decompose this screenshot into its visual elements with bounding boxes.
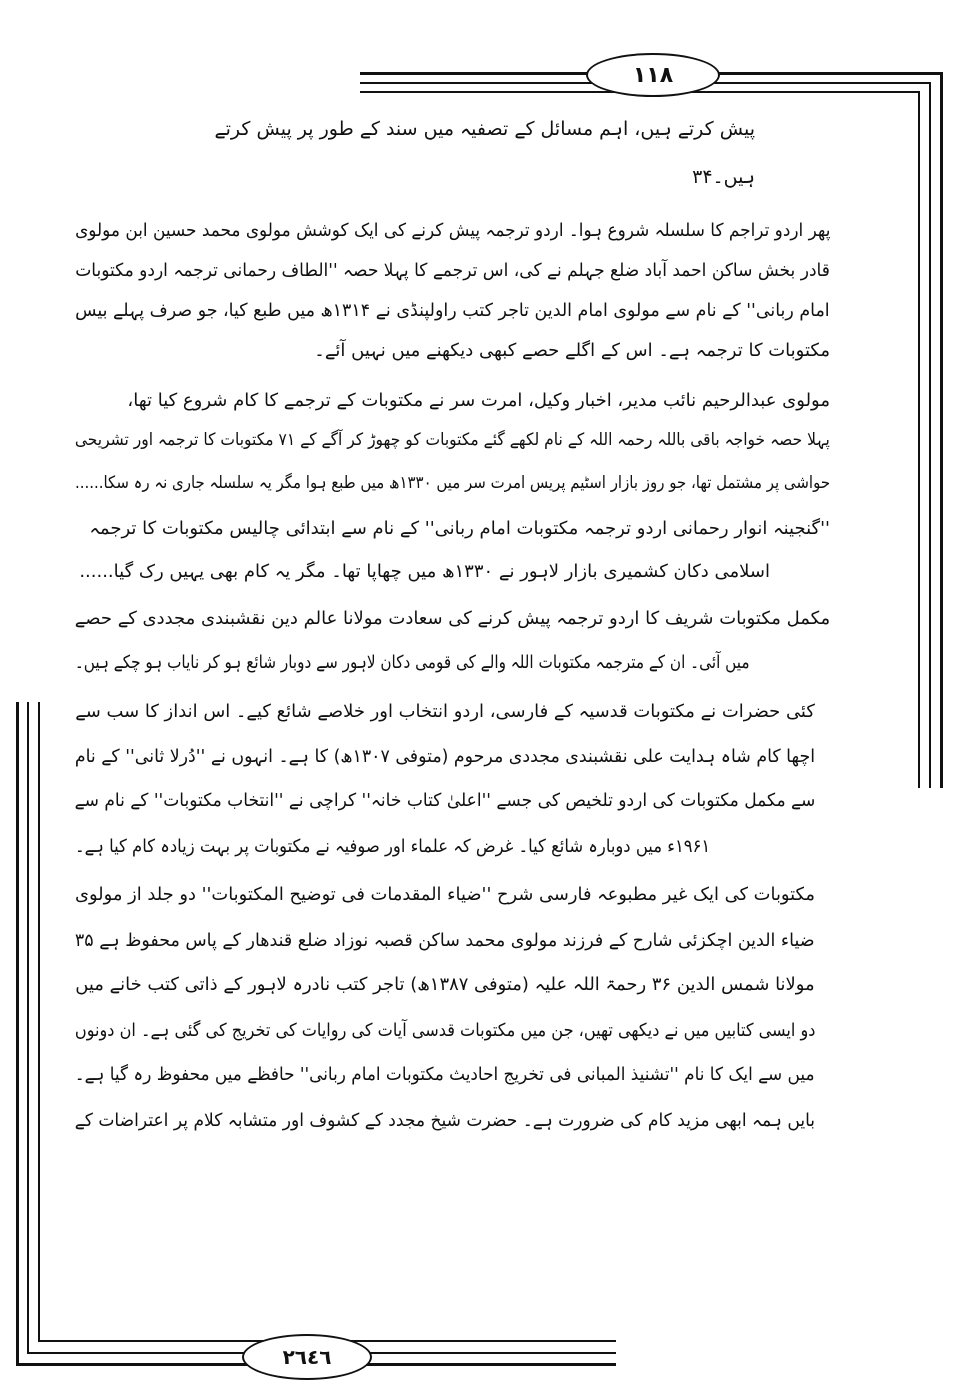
- text-line: اسلامی دکان کشمیری بازار لاہور نے ۱۳۳۰ھ میں چھاپا تھا۔ مگر یہ کام بھی یہیں رک گیا......: [79, 561, 770, 582]
- text-line: ۱۹۶۱ء میں دوبارہ شائع کیا۔ غرض کہ علماء اور صوفیہ نے مکتوبات پر بہت زیادہ کام کیا ہے۔: [74, 836, 710, 857]
- text-line: مکمل مکتوبات شریف کا اردو ترجمہ پیش کرنے کی سعادت مولانا عالم دین نقشبندی مجددی کے حصے: [74, 608, 830, 629]
- text-line: امام ربانی'' کے نام سے مولوی امام الدین تاجر کتب راولپنڈی نے ۱۳۱۴ھ میں طبع کیا، جو صرف پہلے بیس: [75, 300, 830, 321]
- text-line: مولانا شمس الدین ۳۶ رحمۃ اللہ علیہ (متوفی ۱۳۸۷ھ) تاجر کتب نادرہ لاہور کے ذاتی کتب خانے میں: [75, 974, 815, 995]
- text-line: میں سے ایک کا نام ''تشنیذ المبانی فی تخریج احادیث مکتوبات امام ربانی'' حافظے میں محفوظ رہ گیا ہے۔: [75, 1064, 815, 1085]
- text-line: بایں ہمہ ابھی مزید کام کی ضرورت ہے۔ حضرت شیخ مجدد کے کشوف اور متشابہ کلام پر اعتراضات کے: [74, 1110, 815, 1131]
- text-line: دو ایسی کتابیں میں نے دیکھی تھیں، جن میں مکتوبات قدسی آیات کی روایات کی تخریج کی گئی ہے۔ ان دونوں: [74, 1020, 815, 1041]
- page-number-top: ١١٨: [586, 53, 720, 97]
- text-line: قادر بخش ساکن احمد آباد ضلع جہلم نے کی، اس ترجمے کا پہلا حصہ ''الطاف رحمانی ترجمہ اردو مکتوبات: [75, 260, 830, 281]
- text-line: مولوی عبدالرحیم نائب مدیر، اخبار وکیل، امرت سر نے مکتوبات کے ترجمے کا کام شروع کیا تھا،: [127, 390, 830, 411]
- text-line: مکتوبات کی ایک غیر مطبوعہ فارسی شرح ''ضیاء المقدمات فی توضیح المکتوبات'' دو جلد از مولوی: [75, 884, 815, 905]
- text-line: حواشی پر مشتمل تھا، جو روز بازار اسٹیم پریس امرت سر میں ۱۳۳۰ھ میں طبع ہوا مگر یہ سلسلہ جاری نہ رہ سکا......: [74, 473, 830, 493]
- text-line: پھر اردو تراجم کا سلسلہ شروع ہوا۔ اردو ترجمہ پیش کرنے کی ایک کوشش مولوی محمد حسین ابن مولوی: [74, 220, 830, 241]
- text-line: اچھا کام شاہ ہدایت علی نقشبندی مجددی مرحوم (متوفی ۱۳۰۷ھ) کا ہے۔ انہوں نے ''دُرلا ثانی'' کے نام: [74, 746, 815, 767]
- text-line: کئی حضرات نے مکتوبات قدسیہ کے فارسی، اردو انتخاب اور خلاصے شائع کیے۔ اس انداز کا سب سے: [75, 701, 815, 722]
- text-line: سے مکمل مکتوبات کی اردو تلخیص کی جسے ''اعلیٰ کتاب خانہ'' کراچی نے ''انتخاب مکتوبات'' کے نام سے: [74, 790, 815, 811]
- text-line: ہیں۔۳۴: [692, 166, 755, 188]
- text-line: ضیاء الدین اچکزئی شارح کے فرزند مولوی محمد ساکن قصبہ نوزاد ضلع قندھار کے پاس محفوظ ہے ۳۵: [75, 930, 816, 951]
- text-line: پیش کرتے ہیں، اہم مسائل کے تصفیہ میں سند کے طور پر پیش کرتے: [214, 118, 755, 140]
- text-line: ''گنجینہ انوار رحمانی اردو ترجمہ مکتوبات امام ربانی'' کے نام سے ابتدائی چالیس مکتوبات کا ترجمہ: [89, 518, 830, 539]
- page-number-bottom: ٢٦٤٦: [242, 1334, 372, 1380]
- text-line: پہلا حصہ خواجہ باقی باللہ رحمہ اللہ کے نام لکھے گئے مکتوبات کو چھوڑ کر آگے کے ۷۱ مکتوبات کا ترجمہ اور تشریحی: [75, 430, 830, 450]
- text-line: میں آئی۔ ان کے مترجمہ مکتوبات اللہ والے کی قومی دکان لاہور سے دوبار شائع ہو کر نایاب ہو چکے ہیں۔: [75, 652, 750, 673]
- text-line: مکتوبات کا ترجمہ ہے۔ اس کے اگلے حصے کبھی دیکھنے میں نہیں آئے۔: [314, 340, 830, 361]
